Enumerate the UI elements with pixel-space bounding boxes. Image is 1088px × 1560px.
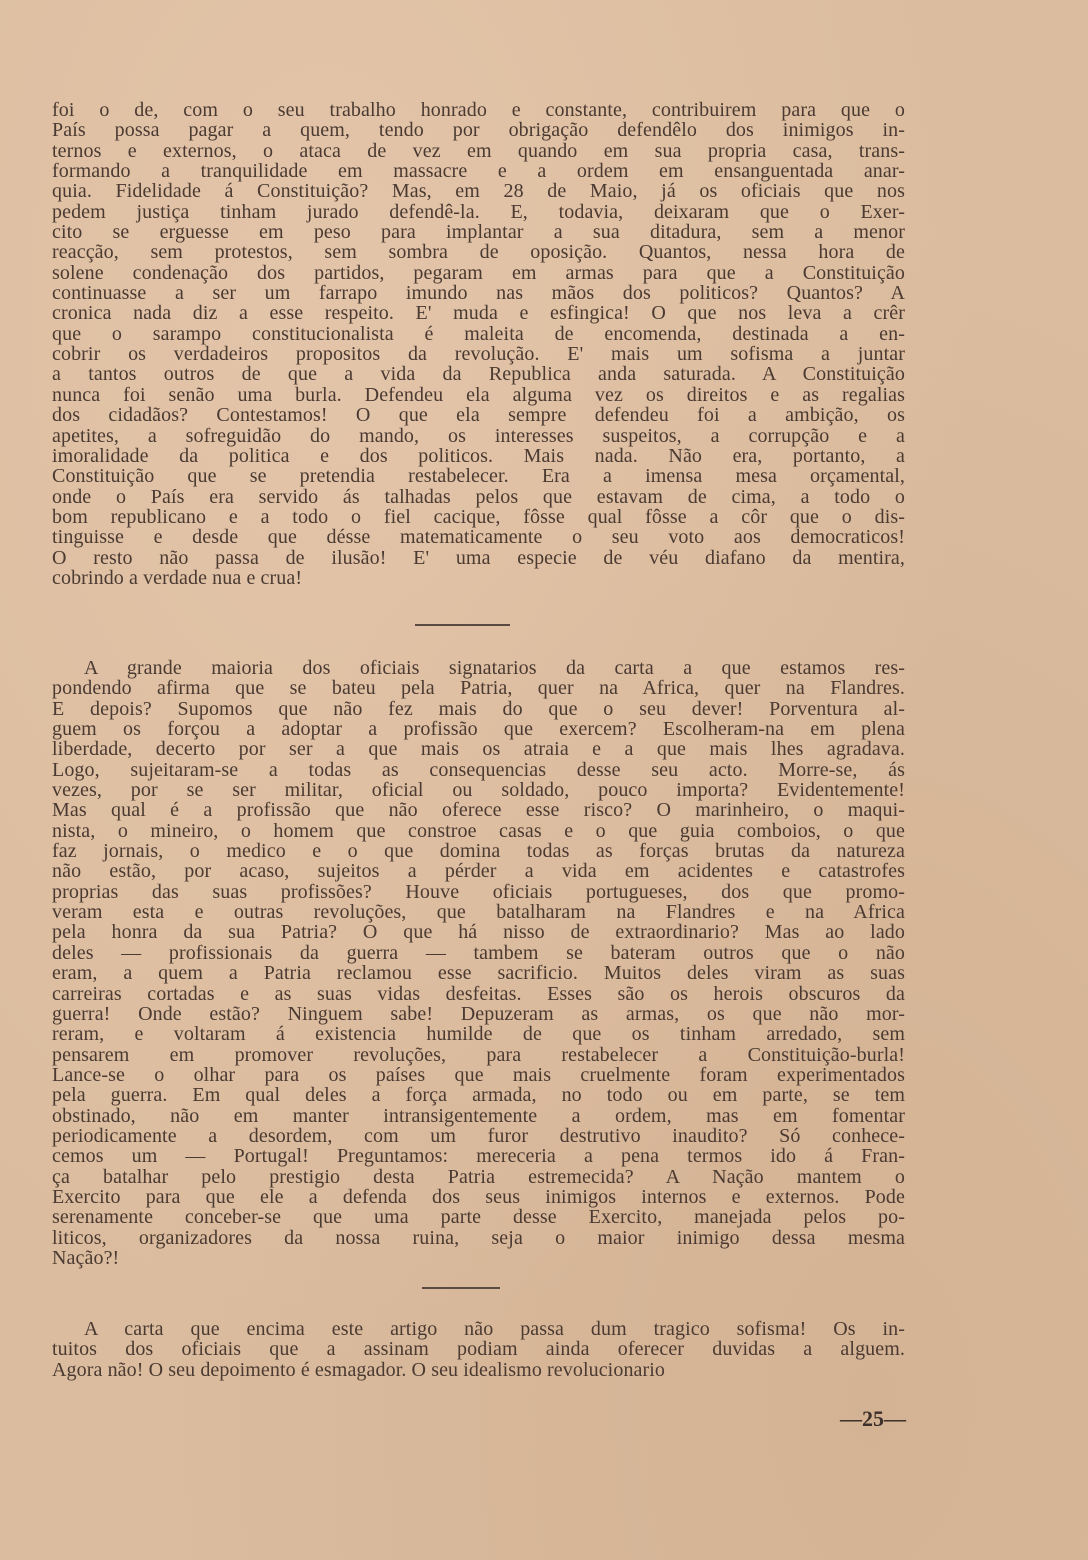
text-line: faz jornais, o medico e o que domina todas as forças brutas da natureza bbox=[52, 840, 905, 863]
text-line: foi o de, com o seu trabalho honrado e constante, contribuirem para que o bbox=[52, 99, 905, 121]
section-divider bbox=[422, 1287, 500, 1289]
text-line: pensarem em promover revoluções, para restabelecer a Constituição-burla! bbox=[52, 1043, 905, 1066]
text-line: não estão, por acaso, sujeitos a pérder a vida em acidentes e catastrofes bbox=[52, 860, 905, 883]
text-line: tuitos dos oficiais que a assinam podiam ainda oferecer duvidas a alguem. bbox=[52, 1338, 905, 1361]
text-line: serenamente conceber-se que uma parte desse Exercito, manejada pelos po- bbox=[52, 1206, 905, 1229]
text-line: Logo, sujeitaram-se a todas as consequencias desse seu acto. Morre-se, ás bbox=[52, 758, 905, 781]
text-line: dos cidadãos? Contestamos! O que ela sempre defendeu foi a ambição, os bbox=[52, 404, 905, 427]
text-line: reacção, sem protestos, sem sombra de oposição. Quantos, nessa hora de bbox=[52, 241, 905, 264]
text-line: A carta que encima este artigo não passa dum tragico sofisma! Os in- bbox=[84, 1318, 905, 1340]
text-line: Agora não! O seu depoimento é esmagador. O seu idealismo revolucionario bbox=[52, 1358, 666, 1381]
text-line: pela honra da sua Patria? O que há nisso de extraordinario? Mas ao lado bbox=[52, 921, 905, 944]
text-line: tinguisse e desde que désse matematicamente o seu voto aos democraticos! bbox=[52, 526, 905, 549]
text-line: vezes, por se ser militar, oficial ou soldado, pouco importa? Evidentemente! bbox=[52, 779, 905, 802]
text-line: A grande maioria dos oficiais signatarios da carta a que estamos res- bbox=[84, 657, 905, 679]
text-line: guem os forçou a adoptar a profissão que exercem? Escolheram-na em plena bbox=[52, 718, 905, 741]
text-line: País possa pagar a quem, tendo por obrigação defendêlo dos inimigos in- bbox=[52, 119, 905, 142]
text-line: formando a tranquilidade em massacre e a ordem em ensanguentada anar- bbox=[52, 160, 905, 183]
text-line: cemos um — Portugal! Preguntamos: mereceria a pena termos ido á Fran- bbox=[52, 1145, 905, 1168]
text-line: liberdade, decerto por ser a que mais os atraia e a que mais lhes agradava. bbox=[52, 738, 905, 761]
text-line: Constituição que se pretendia restabelecer. Era a imensa mesa orçamental, bbox=[52, 465, 905, 488]
paragraph-2 bbox=[52, 658, 905, 1268]
text-line: Mas qual é a profissão que não oferece esse risco? O marinheiro, o maqui- bbox=[52, 799, 905, 822]
text-line: deles — profissionais da guerra — tambem se bateram outros que o não bbox=[52, 941, 905, 964]
text-line: periodicamente a desordem, com um furor destrutivo inaudito? Só conhece- bbox=[52, 1124, 905, 1147]
paragraph-3 bbox=[52, 1319, 905, 1380]
text-line: eram, a quem a Patria reclamou esse sacrificio. Muitos deles viram as suas bbox=[52, 962, 905, 985]
text-line: cobrir os verdadeiros propositos da revolução. E' mais um sofisma a juntar bbox=[52, 343, 905, 366]
text-line: cito se erguesse em peso para implantar a sua ditadura, sem a menor bbox=[52, 221, 905, 244]
text-line: imoralidade da politica e dos politicos. Mais nada. Não era, portanto, a bbox=[52, 444, 905, 467]
text-line: bom republicano e a todo o fiel cacique, fôsse qual fôsse a côr que o dis- bbox=[52, 505, 905, 528]
text-line: ternos e externos, o ataca de vez em quando em sua propria casa, trans- bbox=[52, 139, 905, 162]
text-line: onde o País era servido ás talhadas pelos que estavam de cima, a todo o bbox=[52, 485, 905, 508]
text-line: apetites, a sofreguidão do mando, os interesses suspeitos, a corrupção e a bbox=[52, 424, 905, 447]
text-line: reram, e voltaram á existencia humilde de que os tinham arredado, sem bbox=[52, 1023, 905, 1046]
text-line: pondendo afirma que se bateu pela Patria, quer na Africa, quer na Flandres. bbox=[52, 677, 905, 700]
text-line: pedem justiça tinham jurado defendê-la. E, todavia, deixaram que o Exer- bbox=[52, 200, 905, 223]
text-line: proprias das suas profissões? Houve oficiais portugueses, dos que promo- bbox=[52, 880, 905, 903]
text-line: Exercito para que ele a defenda dos seus inimigos internos e externos. Pode bbox=[52, 1185, 905, 1208]
text-line: cronica nada diz a esse respeito. E' muda e esfingica! O que nos leva a crêr bbox=[52, 302, 905, 325]
text-line: a tantos outros de que a vida da Republica anda saturada. A Constituição bbox=[52, 363, 905, 386]
text-line: obstinado, não em manter intransigentemente a ordem, mas em fomentar bbox=[52, 1104, 905, 1127]
page-number: —25— bbox=[840, 1406, 906, 1431]
text-line: carreiras cortadas e as suas vidas desfeitas. Esses são os herois obscuros da bbox=[52, 982, 905, 1005]
text-line: nunca foi senão uma burla. Defendeu ela alguma vez os direitos e as regalias bbox=[52, 383, 905, 406]
text-line: ça batalhar pelo prestigio desta Patria estremecida? A Nação mantem o bbox=[52, 1165, 905, 1188]
text-line: liticos, organizadores da nossa ruina, seja o maior inimigo dessa mesma bbox=[52, 1226, 905, 1249]
text-line: pela guerra. Em qual deles a força armada, no todo ou em parte, se tem bbox=[52, 1084, 905, 1107]
text-line: veram esta e outras revoluções, que batalharam na Flandres e na Africa bbox=[52, 901, 905, 924]
text-line: O resto não passa de ilusão! E' uma especie de véu diafano da mentira, bbox=[52, 546, 905, 569]
text-line: guerra! Onde estão? Ninguem sabe! Depuzeram as armas, os que não mor- bbox=[52, 1002, 905, 1025]
text-line: continuasse a ser um farrapo imundo nas mãos dos politicos? Quantos? A bbox=[52, 282, 905, 305]
section-divider bbox=[415, 624, 510, 626]
text-line: E depois? Supomos que não fez mais do que o seu dever! Porventura al- bbox=[52, 697, 905, 720]
text-line: nista, o mineiro, o homem que constroe casas e o que guia comboios, o que bbox=[52, 819, 905, 842]
text-line: cobrindo a verdade nua e crua! bbox=[52, 566, 303, 589]
text-line: Lance-se o olhar para os países que mais cruelmente foram experimentados bbox=[52, 1063, 905, 1086]
paragraph-1 bbox=[52, 100, 905, 588]
text-line: quia. Fidelidade á Constituição? Mas, em 28 de Maio, já os oficiais que nos bbox=[52, 180, 905, 203]
text-line: que o sarampo constitucionalista é maleita de encomenda, destinada a en- bbox=[52, 322, 905, 345]
text-line: solene condenação dos partidos, pegaram em armas para que a Constituição bbox=[52, 261, 905, 284]
text-line: Nação?! bbox=[52, 1246, 120, 1269]
